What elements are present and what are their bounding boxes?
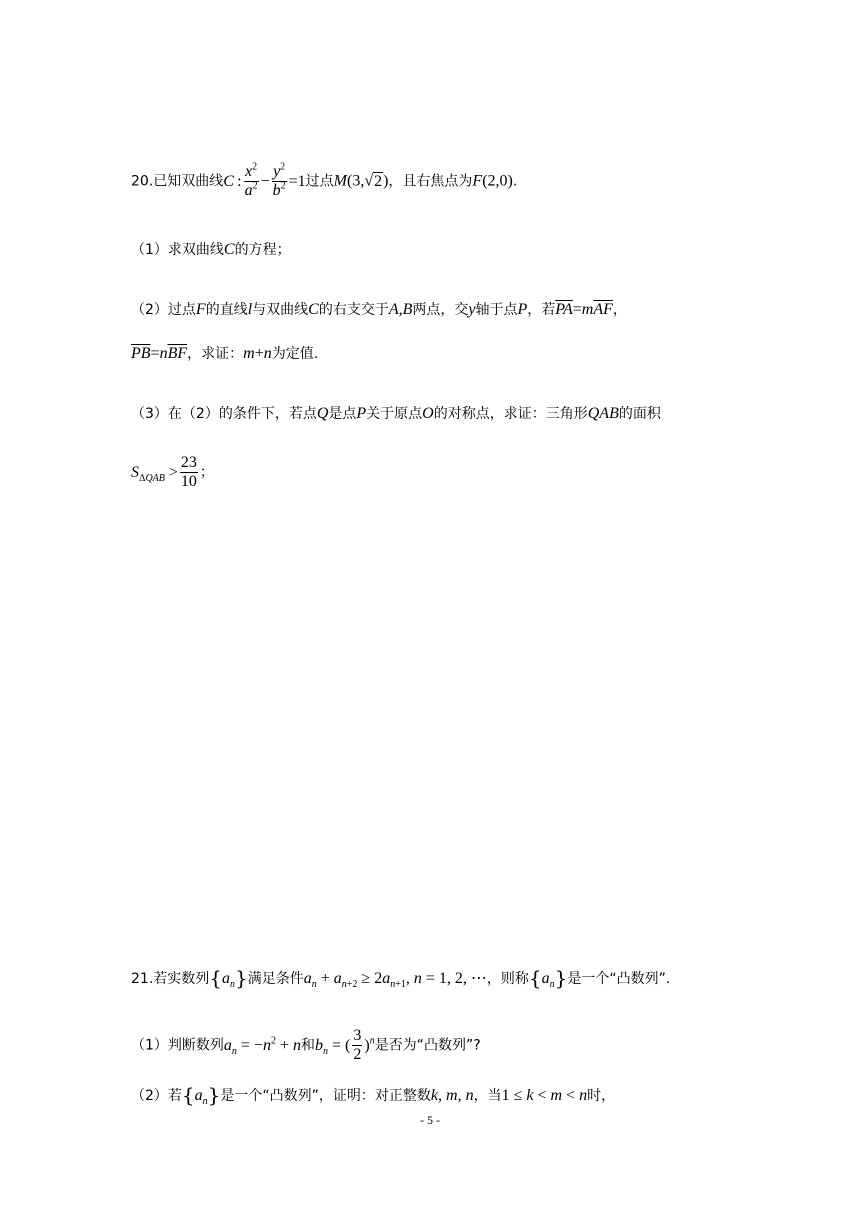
q21-part1: （1）判断数列$a_n = -n^2 + n$和$b_n$ = ( $\frac{3}{2}$ )$^n$是否为“凸数列”? (131, 1027, 481, 1064)
point-M: M(3,√2) (333, 172, 389, 190)
vector-relation-PB: $\overline{PB}=n\overline{BF}$ (131, 345, 188, 362)
vector-relation-PA: $\overline{PA}=m\overline{AF}$ (555, 301, 613, 318)
q20-part2-cont: $\overline{PB}=n\overline{BF}$，求证：m+n为定值. (131, 345, 319, 362)
sequence-b: $b_n$ = ( $\frac{3}{2}$ )$^n$ (315, 1027, 375, 1064)
q20-part1: （1）求双曲线C的方程； (131, 241, 291, 258)
convex-condition: $a_n + a_{n+2} \ge 2a_{n+1}$, n = 1, 2, ⋯ (303, 970, 487, 991)
focus-F: F(2,0) (472, 172, 513, 190)
page-number: - 5 - (420, 1113, 440, 1127)
q20-part2: （2）过点F的直线l与双曲线C的右支交于A,B两点，交y轴于点P，若$\overline{PA}=m\overline{AF}$， (131, 301, 627, 318)
q20-intro: 20.已知双曲线C : $\frac{x^2}{a^2}$ − $\frac{y^2}{b^2}$ =1过点M(3,√2)，且右焦点为F(2,0). (131, 161, 518, 200)
q20-area-inequality: $S_{\Delta QAB}$ > $\frac{23}{10}$ ； (131, 454, 214, 491)
q21-part2: （2）若$\{a_n\}$是一个“凸数列”，证明：对正整数k, m, n，当1 ≤ k < m < n时， (131, 1083, 616, 1108)
q20-part3: （3）在（2）的条件下，若点Q是点P关于原点O的对称点，求证：三角形QAB的面积 (131, 405, 661, 422)
q21-intro: 21.若实数列$\{a_n\}$满足条件$a_n + a_{n+2} \ge 2a_{n+1}$, n = 1, 2, ⋯，则称$\{a_n\}$是一个“凸数列”. (131, 966, 671, 991)
sequence-a: $a_n = -n^2 + n$ (223, 1035, 301, 1057)
hyperbola-equation: C : $\frac{x^2}{a^2}$ − $\frac{y^2}{b^2}$ =1 (223, 161, 306, 200)
